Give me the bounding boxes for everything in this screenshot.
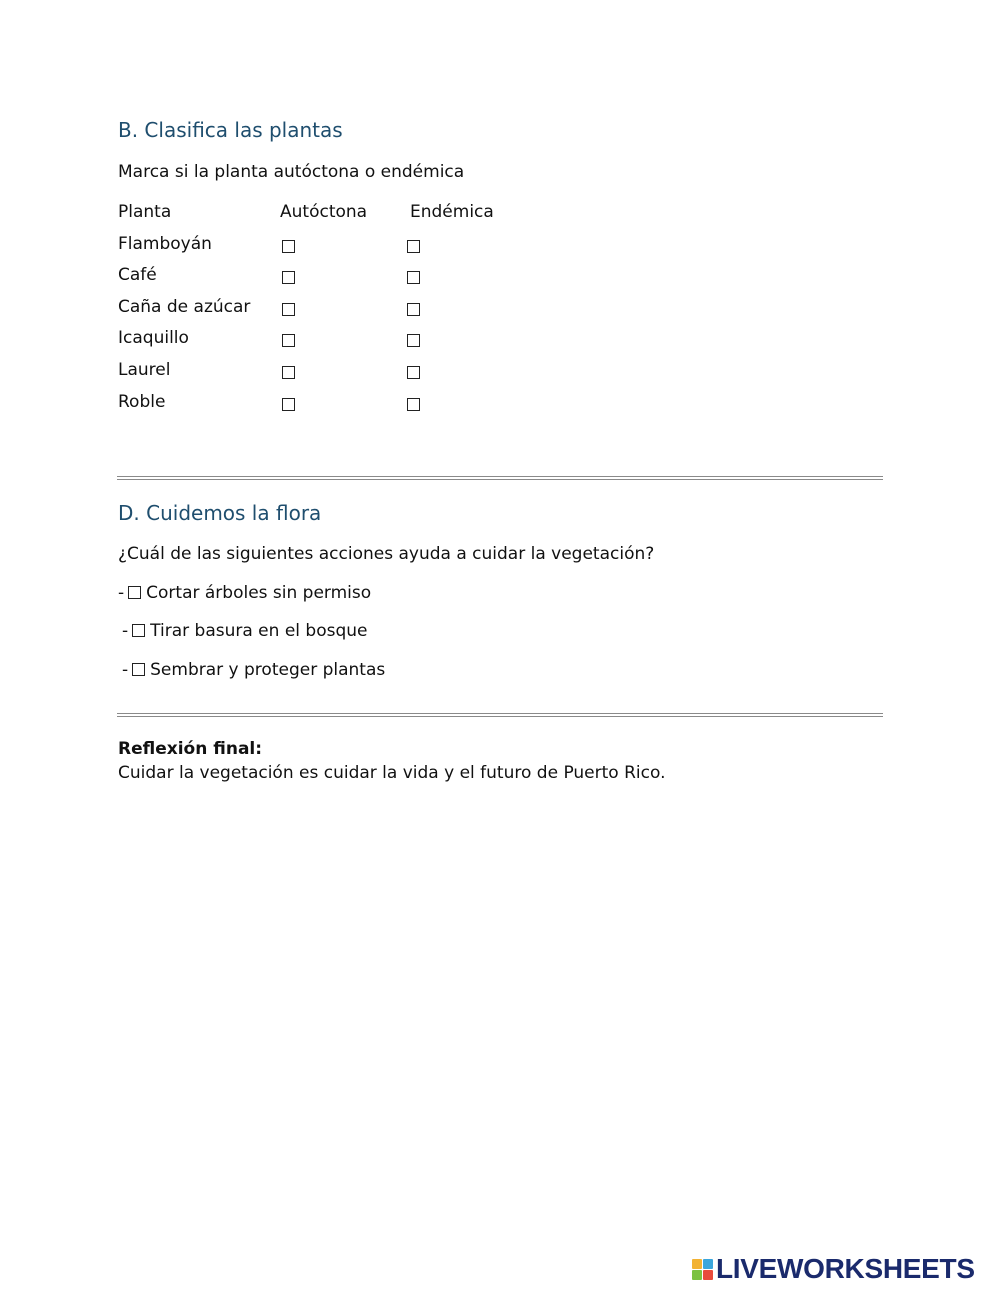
option-item	[122, 621, 367, 641]
autochthonous-checkbox[interactable]	[282, 366, 295, 379]
autochthonous-checkbox[interactable]	[282, 398, 295, 411]
endemic-checkbox[interactable]	[407, 366, 420, 379]
logo-square	[692, 1259, 702, 1269]
section-b-title: B. Clasifica las plantas	[118, 118, 343, 142]
autochthonous-checkbox[interactable]	[282, 240, 295, 253]
endemic-checkbox[interactable]	[407, 398, 420, 411]
option-dash: -	[118, 583, 125, 603]
endemic-checkbox[interactable]	[407, 240, 420, 253]
option-item	[122, 660, 385, 680]
section-d-title: D. Cuidemos la flora	[118, 501, 322, 525]
endemic-checkbox[interactable]	[407, 303, 420, 316]
section-d-question: ¿Cuál de las siguientes acciones ayuda a cuidar la vegetación?	[118, 544, 655, 564]
option-dash: -	[122, 660, 129, 680]
header-endemic: Endémica	[410, 202, 494, 222]
option-item	[118, 583, 371, 603]
plant-name: Caña de azúcar	[118, 296, 251, 317]
liveworksheets-logo	[692, 1254, 975, 1284]
option-checkbox[interactable]	[128, 586, 141, 599]
logo-text: LIVEWORKSHEETS	[716, 1253, 975, 1284]
autochthonous-checkbox[interactable]	[282, 271, 295, 284]
reflection-label: Reflexión final:	[118, 739, 263, 759]
section-b-instruction: Marca si la planta autóctona o endémica	[118, 162, 465, 182]
plant-name: Roble	[118, 391, 166, 412]
section-divider	[117, 476, 883, 480]
reflection-text: Cuidar la vegetación es cuidar la vida y el futuro de Puerto Rico.	[118, 763, 666, 783]
option-checkbox[interactable]	[132, 624, 145, 637]
option-label: Cortar árboles sin permiso	[146, 583, 372, 603]
logo-square	[703, 1259, 713, 1269]
autochthonous-checkbox[interactable]	[282, 303, 295, 316]
plant-name: Laurel	[118, 359, 171, 380]
plant-name: Icaquillo	[118, 328, 189, 349]
endemic-checkbox[interactable]	[407, 271, 420, 284]
autochthonous-checkbox[interactable]	[282, 334, 295, 347]
logo-square	[703, 1270, 713, 1280]
header-autochthonous: Autóctona	[280, 202, 368, 222]
section-divider	[117, 713, 883, 717]
plant-name: Flamboyán	[118, 233, 212, 254]
liveworksheets-mark-icon	[692, 1259, 713, 1280]
logo-square	[692, 1270, 702, 1280]
endemic-checkbox[interactable]	[407, 334, 420, 347]
option-dash: -	[122, 621, 129, 641]
header-plant: Planta	[118, 202, 172, 222]
plant-name: Café	[118, 265, 157, 286]
option-checkbox[interactable]	[132, 663, 145, 676]
option-label: Sembrar y proteger plantas	[150, 660, 386, 680]
option-label: Tirar basura en el bosque	[150, 621, 368, 641]
